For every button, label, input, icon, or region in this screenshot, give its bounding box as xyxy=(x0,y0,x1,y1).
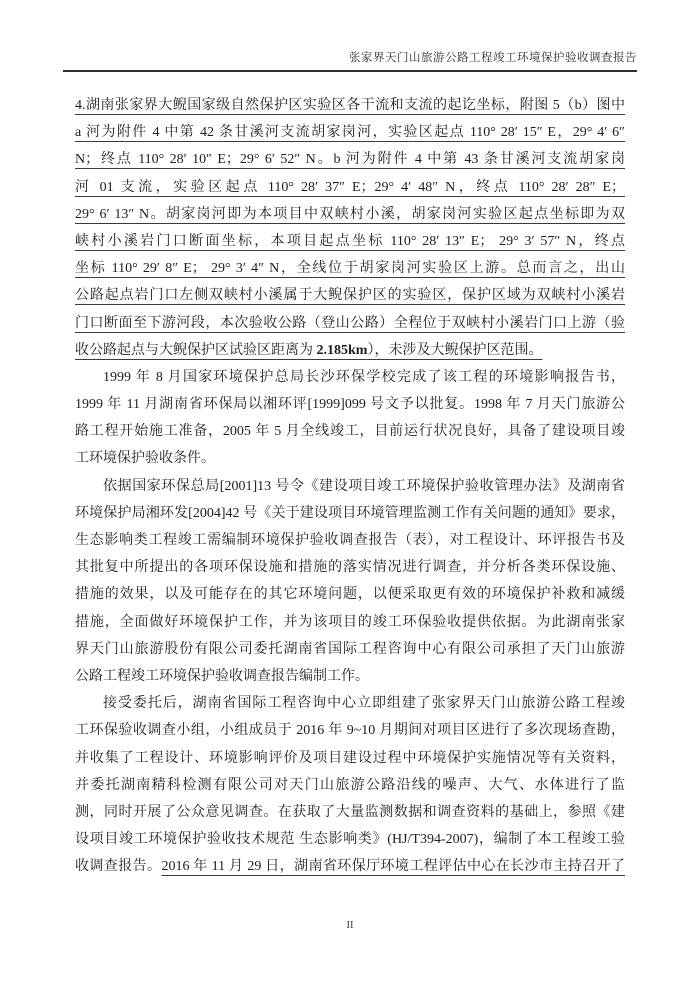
text-line: 并委托湖南精科检测有限公司对天门山旅游公路沿线的噪声、大气、水体进行了监 xyxy=(75,777,625,793)
text-line xyxy=(75,337,625,364)
text-line: 其批复中所提出的各项环保设施和措施的落实情况进行调查，并分析各类环保设施、 xyxy=(75,560,625,576)
text-line: 公路工程竣工环境保护验收调查报告编制工作。 xyxy=(75,668,369,684)
text-line: 工环境保护验收条件。 xyxy=(75,451,215,467)
text-line: 设项目竣工环境保护验收技术规范 生态影响类》(HJ/T394-2007)，编制了本工程竣工验 xyxy=(75,832,625,848)
text-segment: 收公路起点与大鲵保护区试验区距离为 xyxy=(75,342,317,358)
revision-underlined-segment: 2016 年 11 月 29 日，湖南省环保厅环境工程评估中心在长沙市主持召开了 xyxy=(161,859,625,875)
text-line: a 河为附件 4 中第 42 条甘溪河支流胡家岗河，实验区起点 110° 28′ 15″ E，29° 4′ 6″ xyxy=(75,125,625,141)
text-line: 生态影响类工程竣工需编制环境保护验收调查报告（表），对工程设计、环评报告书及 xyxy=(75,533,625,548)
text-line: 接受委托后，湖南省国际工程咨询中心立即组建了张家界天门山旅游公路工程竣 xyxy=(103,696,625,712)
paragraph-reserve-coordinates xyxy=(75,92,625,364)
header-rule xyxy=(63,70,637,72)
text-segment: 收调查报告。 xyxy=(75,859,162,875)
paragraph-investigation-process xyxy=(75,690,625,880)
page-number: II xyxy=(346,920,354,931)
running-header xyxy=(63,49,637,65)
text-line: 措施的效果，以及可能存在的其它环境问题，以便采取更有效的环境保护补救和减缓 xyxy=(75,587,625,603)
text-line: 坐标 110° 29′ 8″ E； 29° 3′ 4″ N，全线位于胡家岗河实验区上游。总而言之，出山 xyxy=(75,261,625,277)
text-line: 并收集了工程设计、环境影响评价及项目建设过程中环境保护实施情况等有关资料， xyxy=(75,750,625,766)
text-line: 环境保护局湘环发[2004]42 号《关于建设项目环境管理监测工作有关问题的通知》要求， xyxy=(75,505,625,521)
running-header-title: 张家界天门山旅游公路工程竣工环境保护验收调查报告 xyxy=(349,52,637,64)
text-line: 1999 年 11 月湖南省环保局以湘环评[1999]099 号文予以批复。1998 年 7 月天门旅游公 xyxy=(75,397,625,413)
paragraph-eia-approval-history xyxy=(75,364,625,473)
text-line: 门口断面至下游河段，本次验收公路（登山公路）全程位于双峡村小溪岩门口上游（验 xyxy=(75,315,625,331)
text-line: 界天门山旅游股份有限公司委托湖南省国际工程咨询中心有限公司承担了天门山旅游 xyxy=(75,641,625,657)
text-line: N；终点 110° 28′ 10″ E；29° 6′ 52″ N。b 河为附件 4 中第 43 条甘溪河支流胡家岗 xyxy=(75,152,625,168)
text-line: 河 01 支流，实验区起点 110° 28′ 37″ E；29° 4′ 48″ N，终点 110° 28′ 28″ E； xyxy=(75,179,625,195)
paragraph-regulatory-basis xyxy=(75,473,625,691)
text-line: 工环保验收调查小组，小组成员于 2016 年 9~10 月期间对项目区进行了多次现场查勘， xyxy=(75,723,625,739)
document-body xyxy=(75,92,625,880)
text-line xyxy=(75,853,625,880)
text-line: 公路起点岩门口左侧双峡村小溪属于大鲵保护区的实验区，保护区域为双峡村小溪岩 xyxy=(75,288,625,304)
text-line: 依据国家环保总局[2001]13 号令《建设项目竣工环境保护验收管理办法》及湖南省 xyxy=(103,478,625,494)
text-line: 路工程开始施工准备，2005 年 5 月全线竣工，目前运行状况良好，具备了建设项目竣 xyxy=(75,424,625,440)
distance-value-bold: 2.185km xyxy=(316,342,368,358)
text-line: 1999 年 8 月国家环境保护总局长沙环保学校完成了该工程的环境影响报告书， xyxy=(103,369,625,385)
text-line: 4.湖南张家界大鲵国家级自然保护区实验区各干流和支流的起讫坐标，附图 5（b）图中 xyxy=(75,98,625,113)
text-line: 措施，全面做好环境保护工作，并为该项目的竣工环保验收提供依据。为此湖南张家 xyxy=(75,614,625,630)
text-line: 测，同时开展了公众意见调查。在获取了大量监测数据和调查资料的基础上，参照《建 xyxy=(75,804,625,820)
page-footer xyxy=(0,920,700,931)
text-line: 峡村小溪岩门口断面坐标，本项目起点坐标 110° 28′ 13″ E； 29° 3′ 57″ N，终点 xyxy=(75,233,625,249)
text-segment: ），未涉及大鲵保护区范围。 xyxy=(367,342,543,358)
text-line: 29° 6′ 13″ N。胡家岗河即为本项目中双峡村小溪，胡家岗河实验区起点坐标即为双 xyxy=(75,206,625,222)
